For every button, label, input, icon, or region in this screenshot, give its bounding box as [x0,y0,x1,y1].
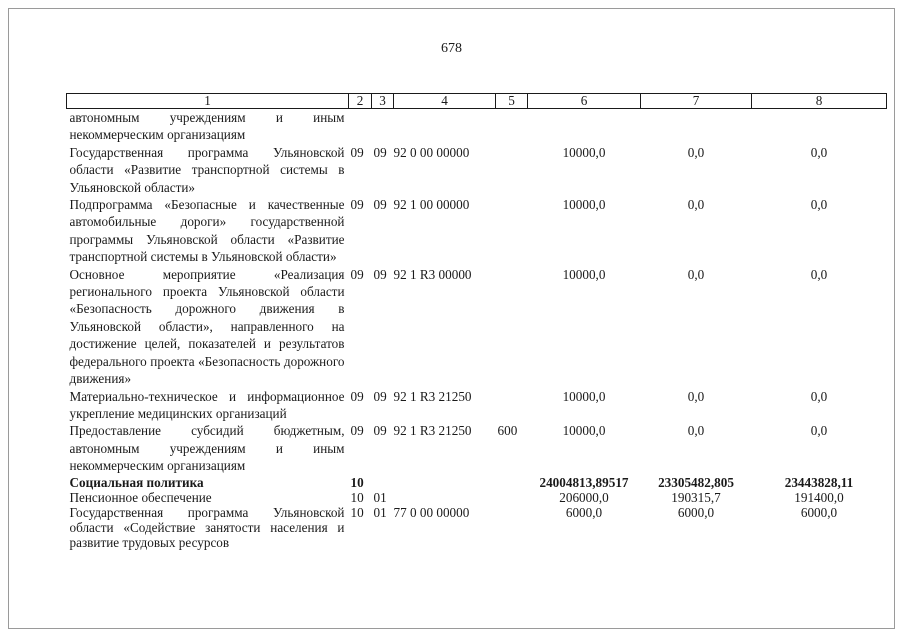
column-header: 7 [641,94,752,109]
expense-type-code [496,388,528,423]
amount-year-2: 0,0 [687,197,705,213]
amount-year-1: 24004813,89517 [539,474,629,490]
amount-year-2: 0,0 [687,144,705,160]
amount-year-3: 23443828,11 [784,474,854,490]
amount-year-1: 10000,0 [562,144,606,160]
table-row [67,196,887,266]
amount-year-1: 6000,0 [565,504,603,520]
target-article-code: 92 1 R3 00000 [393,266,472,282]
column-header: 4 [394,94,496,109]
table-row [67,266,887,388]
amount-year-2: 0,0 [687,388,705,404]
table-row [67,475,887,490]
amount-year-3: 0,0 [810,423,828,439]
amount-year-3: 6000,0 [800,504,838,520]
expense-type-code [496,266,528,388]
amount-year-2: 190315,7 [671,489,721,505]
subsection-code: 01 [373,504,387,520]
subsection-code [372,475,394,490]
column-header: 3 [372,94,394,109]
subsection-code: 09 [373,388,387,404]
section-code [349,109,372,144]
target-article-code [394,490,496,505]
expense-type-code [496,490,528,505]
row-description: Пенсионное обеспечение [69,489,212,505]
section-code: 09 [350,423,364,439]
amount-year-3: 0,0 [810,388,828,404]
target-article-code: 92 1 R3 21250 [393,388,472,404]
section-code: 10 [350,489,364,505]
table-row [67,422,887,474]
expense-type-code [496,109,528,144]
row-description: Государственная программа Ульяновской области «Содействие занятости населения и развитие трудовых ресурсов [69,504,345,550]
expense-type-code [496,475,528,490]
table-row [67,388,887,423]
table-row [67,490,887,505]
budget-table [66,93,887,550]
amount-year-1: 10000,0 [562,423,606,439]
amount-year-1: 10000,0 [562,266,606,282]
amount-year-2: 6000,0 [677,504,715,520]
target-article-code: 92 1 00 00000 [393,197,470,213]
section-code: 09 [350,197,364,213]
target-article-code [394,109,496,144]
row-description: Государственная программа Ульяновской области «Развитие транспортной системы в Ульяновской области» [69,144,345,195]
section-code: 10 [350,474,364,490]
expense-type-code [496,505,528,550]
row-description: автономным учреждениям и иным некоммерческим организациям [69,110,345,143]
row-description: Материально-техническое и информационное укрепление медицинских организаций [69,388,345,421]
column-header: 2 [349,94,372,109]
amount-year-1: 206000,0 [559,489,609,505]
amount-year-2 [641,109,752,144]
amount-year-3: 0,0 [810,144,828,160]
column-header: 6 [528,94,641,109]
amount-year-3: 191400,0 [794,489,844,505]
column-header: 8 [752,94,887,109]
amount-year-3: 0,0 [810,197,828,213]
expense-type-code [496,196,528,266]
amount-year-2: 23305482,805 [658,474,734,490]
subsection-code: 09 [373,144,387,160]
subsection-code: 01 [373,489,387,505]
column-header: 5 [496,94,528,109]
amount-year-1: 10000,0 [562,388,606,404]
amount-year-3: 0,0 [810,266,828,282]
amount-year-3 [752,109,887,144]
amount-year-2: 0,0 [687,266,705,282]
row-description: Предоставление субсидий бюджетным, автономным учреждениям и иным некоммерческим организациям [69,423,345,474]
expense-type-code: 600 [497,423,518,439]
amount-year-1 [528,109,641,144]
table-row [67,109,887,144]
section-code: 09 [350,388,364,404]
subsection-code: 09 [373,197,387,213]
subsection-code [372,109,394,144]
table-row [67,505,887,550]
expense-type-code [496,144,528,196]
table-row [67,144,887,196]
subsection-code: 09 [373,266,387,282]
target-article-code: 92 1 R3 21250 [393,423,472,439]
amount-year-1: 10000,0 [562,197,606,213]
target-article-code: 77 0 00 00000 [393,504,470,520]
column-number-row [67,94,887,109]
section-code: 09 [350,144,364,160]
amount-year-2: 0,0 [687,423,705,439]
page-number: 678 [441,41,462,56]
target-article-code [394,475,496,490]
table-body [67,109,887,550]
row-description: Социальная политика [69,474,204,490]
row-description: Подпрограмма «Безопасные и качественные автомобильные дороги» государственной программы Ульяновской области «Развитие транспортной системы в Ульяновской области» [69,197,345,265]
section-code: 10 [350,504,364,520]
document-page [8,8,895,629]
row-description: Основное мероприятие «Реализация регионального проекта Ульяновской области «Безопасность дорожного движения в Ульяновской области», направленного на достижение целей, показателей и результатов федерального проекта «Безопасность дорожного движения» [69,266,345,387]
column-header: 1 [67,94,349,109]
section-code: 09 [350,266,364,282]
subsection-code: 09 [373,423,387,439]
target-article-code: 92 0 00 00000 [393,144,470,160]
